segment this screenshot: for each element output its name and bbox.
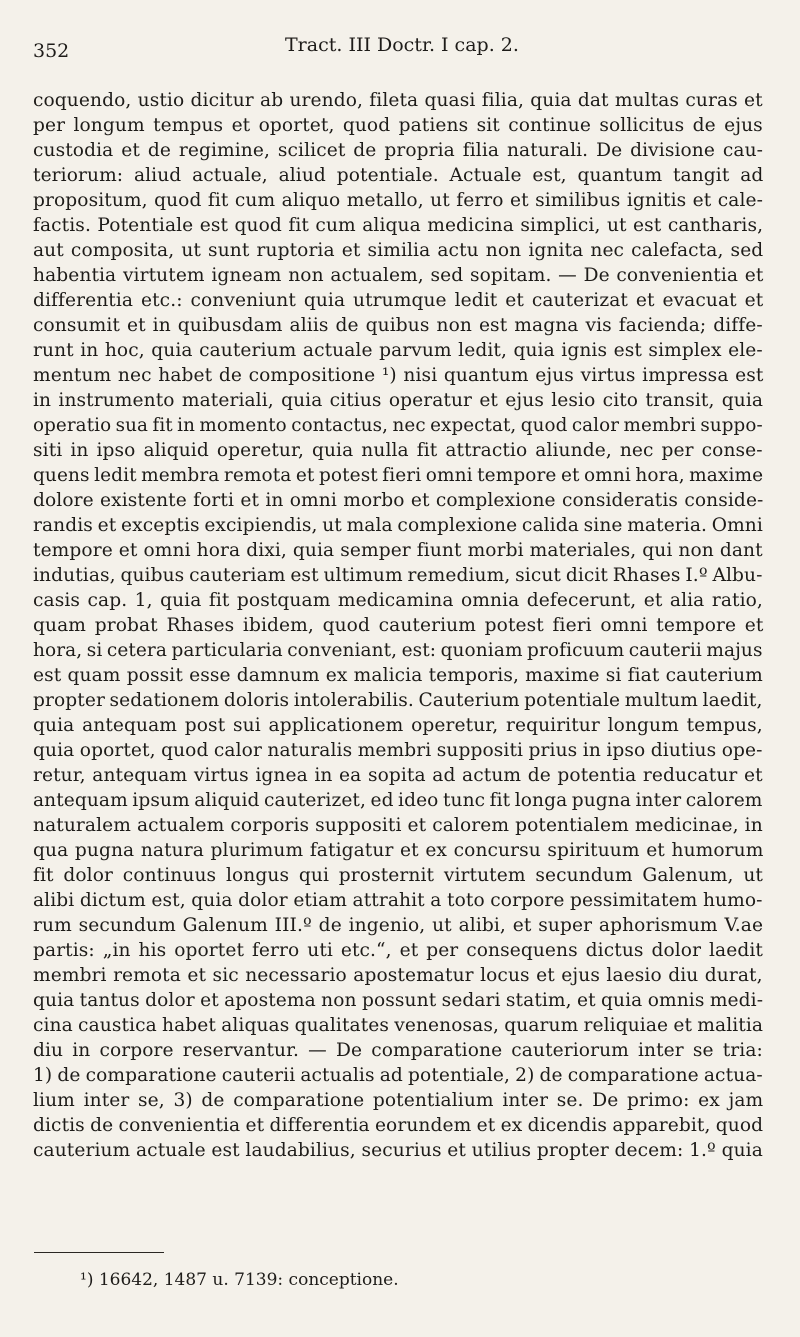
- text-line: siti in ipso aliquid operetur, quia nulla fit attractio aliunde, nec per conse-: [33, 440, 763, 461]
- text-line: rum secundum Galenum III.º de ingenio, ut alibi, et super aphorismum V.ae: [33, 915, 764, 936]
- text-line: membri remota et sic necessario apostematur locus et ejus laesio diu durat,: [33, 965, 763, 986]
- page-number: 352: [33, 40, 70, 62]
- text-line: quens ledit membra remota et potest fieri omni tempore et omni hora, maxime: [33, 465, 764, 486]
- text-line: 1) de comparatione cauterii actualis ad potentiale, 2) de comparatione actua-: [33, 1065, 763, 1086]
- text-line: habentia virtutem igneam non actualem, sed sopitam. — De convenientia et: [33, 265, 764, 286]
- text-line: fit dolor continuus longus qui prosternit virtutem secundum Galenum, ut: [33, 865, 763, 886]
- text-line: quam probat Rhases ibidem, quod cauterium potest fieri omni tempore et: [33, 615, 764, 636]
- footnote-rule: [34, 1252, 164, 1253]
- text-line: naturalem actualem corporis suppositi et calorem potentialem medicinae, in: [33, 815, 763, 836]
- text-line: consumit et in quibusdam aliis de quibus non est magna vis facienda; diffe-: [33, 315, 763, 336]
- text-line: indutias, quibus cauteriam est ultimum remedium, sicut dicit Rhases I.º Albu-: [33, 565, 763, 586]
- text-line: randis et exceptis excipiendis, ut mala complexione calida sine materia. Omni: [33, 515, 763, 536]
- text-line: antequam ipsum aliquid cauterizet, ed ideo tunc fit longa pugna inter calorem: [33, 790, 763, 811]
- text-line: retur, antequam virtus ignea in ea sopita ad actum de potentia reducatur et: [33, 765, 763, 786]
- text-line: est quam possit esse damnum ex malicia temporis, maxime si fiat cauterium: [33, 665, 763, 686]
- text-line: aut composita, ut sunt ruptoria et similia actu non ignita nec calefacta, sed: [33, 240, 764, 261]
- text-line: lium inter se, 3) de comparatione potentialium inter se. De primo: ex jam: [33, 1090, 764, 1111]
- text-line: mentum nec habet de compositione ¹) nisi quantum ejus virtus impressa est: [33, 365, 764, 386]
- text-line: differentia etc.: conveniunt quia utrumque ledit et cauterizat et evacuat et: [33, 290, 764, 311]
- text-line: quia antequam post sui applicationem operetur, requiritur longum tempus,: [33, 715, 763, 736]
- text-line: cauterium actuale est laudabilius, securius et utilius propter decem: 1.º quia: [33, 1140, 763, 1161]
- text-line: qua pugna natura plurimum fatigatur et ex concursu spirituum et humorum: [33, 840, 764, 861]
- text-line: hora, si cetera particularia conveniant, est: quoniam proficuum cauterii majus: [33, 640, 763, 661]
- running-head: Tract. III Doctr. I cap. 2.: [285, 34, 519, 56]
- text-line: runt in hoc, quia cauterium actuale parvum ledit, quia ignis est simplex ele-: [33, 340, 763, 361]
- text-line: per longum tempus et oportet, quod patiens sit continue sollicitus de ejus: [33, 115, 763, 136]
- text-line: quia oportet, quod calor naturalis membri suppositi prius in ipso diutius ope-: [33, 740, 763, 761]
- text-line: casis cap. 1, quia fit postquam medicamina omnia defecerunt, et alia ratio,: [33, 590, 763, 611]
- text-line: alibi dictum est, quia dolor etiam attrahit a toto corpore pessimitatem humo-: [33, 890, 763, 911]
- text-line: dictis de convenientia et differentia eorundem et ex dicendis apparebit, quod: [33, 1115, 764, 1136]
- text-line: tempore et omni hora dixi, quia semper fiunt morbi materiales, qui non dant: [33, 540, 763, 561]
- page-header: [33, 30, 760, 66]
- text-line: partis: „in his oportet ferro uti etc.“, et per consequens dictus dolor laedit: [33, 940, 763, 961]
- text-line: factis. Potentiale est quod fit cum aliqua medicina simplici, ut est cantharis,: [33, 215, 764, 236]
- footnote: ¹) 16642, 1487 u. 7139: conceptione.: [80, 1270, 399, 1290]
- text-line: propter sedationem doloris intolerabilis. Cauterium potentiale multum laedit,: [33, 690, 763, 711]
- text-line: quia tantus dolor et apostema non possunt sedari statim, et quia omnis medi-: [33, 990, 764, 1011]
- text-line: teriorum: aliud actuale, aliud potentiale. Actuale est, quantum tangit ad: [33, 165, 764, 186]
- text-line: custodia et de regimine, scilicet de propria filia naturali. De divisione cau-: [33, 140, 764, 161]
- text-line: coquendo, ustio dicitur ab urendo, fileta quasi filia, quia dat multas curas et: [33, 90, 763, 111]
- text-line: in instrumento materiali, quia citius operatur et ejus lesio cito transit, quia: [33, 390, 764, 411]
- text-line: dolore existente forti et in omni morbo et complexione consideratis conside-: [33, 490, 764, 511]
- text-line: propositum, quod fit cum aliquo metallo, ut ferro et similibus ignitis et cale-: [33, 190, 764, 211]
- text-line: operatio sua fit in momento contactus, nec expectat, quod calor membri suppo-: [33, 415, 763, 436]
- body-text: [33, 88, 763, 1163]
- text-line: cina caustica habet aliquas qualitates venenosas, quarum reliquiae et malitia: [33, 1015, 764, 1036]
- text-line: diu in corpore reservantur. — De comparatione cauteriorum inter se tria:: [33, 1040, 763, 1061]
